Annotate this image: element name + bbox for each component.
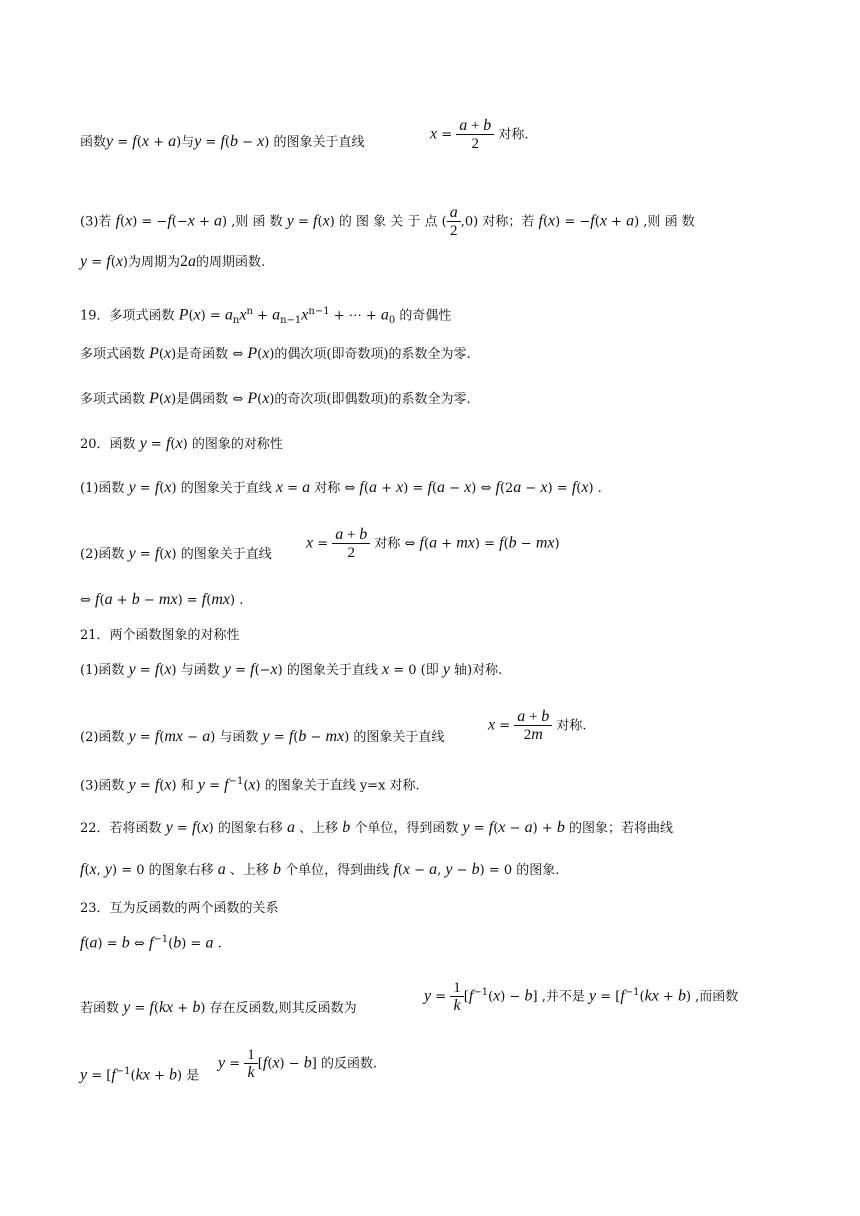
line-17: 23．互为反函数的两个函数的关系 — [80, 901, 279, 916]
line-6: 多项式函数 P(x)是偶函数 ⇔ P(x)的奇次项(即偶数项)的系数全为零. — [80, 390, 471, 407]
line-13-frac: x = $\frac{a + b}{2m}$ 对称. — [488, 708, 587, 743]
line-20: $y = [f^{-1}(kx + b)$ 是 — [80, 1066, 200, 1084]
line-14: (3)函数 y = f(x) 和 $y = f^{-1}(x)$ 的图象关于直线 y=x 对称. — [80, 776, 420, 794]
line-9: (2)函数 y = f(x) 的图象关于直线 — [80, 545, 272, 562]
line-19-frac: y = $\frac{1}{k}$ $[f^{-1}(x) - b]$ ,并不是 $y = [f^{-1}(kx + b)$ ,而函数 — [424, 980, 739, 1014]
line-20-frac: y = $\frac{1}{k}$ [f(x) − b] 的反函数. — [218, 1047, 378, 1081]
line-2: (3)若 f(x) = −f(−x + a) ,则 函 数 y = f(x) 的 图 象 关 于 点 ( $\frac{a}{2}$ ,0) 对称；若 f(x) = −f(x + a) ,则 函 数 — [80, 204, 695, 239]
line-4: 19．多项式函数 $P(x) = a_nx^n + a_{n-1}x^{n-1}$ + ⋯ + $a_0$ 的奇偶性 — [80, 306, 452, 326]
line-1: 函数y = f(x + a)与y = f(b − x) 的图象关于直线 — [80, 133, 365, 150]
line-10: ⇔ f(a + b − mx) = f(mx) . — [80, 591, 244, 608]
line-1-frac: x = $\frac{a + b}{2}$ 对称. — [430, 117, 529, 152]
line-9-frac: x = $\frac{a + b}{2}$ 对称 ⇔ f(a + mx) = f(b − mx) — [306, 526, 560, 561]
line-8: (1)函数 y = f(x) 的图象关于直线 x = a 对称 ⇔ f(a + x) = f(a − x) ⇔ f(2a − x) = f(x) . — [80, 479, 602, 496]
line-11: 21．两个函数图象的对称性 — [80, 628, 240, 643]
line-5: 多项式函数 P(x)是奇函数 ⇔ P(x)的偶次项(即奇数项)的系数全为零. — [80, 345, 471, 362]
line-19: 若函数 y = f(kx + b) 存在反函数,则其反函数为 — [80, 999, 357, 1016]
line-12: (1)函数 y = f(x) 与函数 y = f(−x) 的图象关于直线 x = 0 (即 y 轴)对称. — [80, 661, 503, 678]
line-7: 20．函数 y = f(x) 的图象的对称性 — [80, 435, 283, 452]
line-13: (2)函数 y = f(mx − a) 与函数 y = f(b − mx) 的图象关于直线 — [80, 728, 445, 745]
line-16: f(x, y) = 0 的图象右移 a 、上移 b 个单位，得到曲线 f(x − a, y − b) = 0 的图象. — [80, 861, 560, 878]
line-15: 22．若将函数 y = f(x) 的图象右移 a 、上移 b 个单位，得到函数 y = f(x − a) + b 的图象；若将曲线 — [80, 819, 673, 836]
line-3: y = f(x)为周期为2a的周期函数. — [80, 253, 266, 270]
line-18: f(a) = b ⇔ $f^{-1}(b) = a$ . — [80, 934, 222, 952]
